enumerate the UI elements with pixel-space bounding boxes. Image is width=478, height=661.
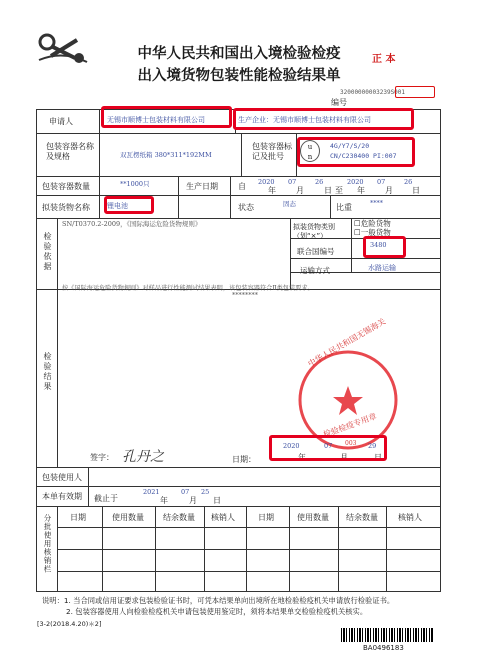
highlight-serial [395, 86, 435, 98]
date-from: 自 [238, 182, 246, 191]
allocation-label: 分批使用核销栏 [43, 514, 52, 574]
highlight-applicant [101, 106, 232, 128]
validity-year-char: 年 [160, 496, 168, 505]
prod-date-label: 生产日期 [186, 182, 218, 191]
result-stars: ******** [232, 291, 258, 299]
marking-line2: CN/C230400 PI:007 [330, 152, 397, 160]
validity-day-char: 日 [213, 496, 221, 505]
un-label: 联合国编号 [297, 247, 335, 256]
container-label: 包装容器名称及规格 [46, 142, 94, 161]
date-label: 日期： [232, 455, 256, 464]
marking-line1: 4G/Y7/S/20 [330, 142, 370, 150]
highlight-manufacturer [233, 108, 414, 130]
date-year-char1: 年 [268, 186, 276, 195]
date-day-char1: 日 [324, 186, 332, 195]
applicant-label: 申请人 [49, 117, 73, 126]
number-label: 编号 [331, 98, 347, 107]
title-line1: 中华人民共和国出入境检验检疫 [137, 46, 341, 62]
applicant-value: 无锡市顺博士包装材料有限公司 [107, 116, 205, 124]
sign-day-char: 日 [374, 453, 382, 462]
result-label: 检验结果 [43, 352, 52, 392]
table-header-verifier-1: 核销人 [211, 513, 235, 522]
note-1: 说明：1. 当合同或信用证要求包装检验证书时，可凭本结果单向出境所在地检验检疫机关申请放行检验证书。 [42, 596, 395, 605]
table-header-used-2: 使用数量 [297, 513, 329, 522]
table-header-date-2: 日期 [258, 513, 274, 522]
manufacturer-value: 生产企业：无锡市顺博士包装材料有限公司 [238, 116, 371, 124]
date-month2: 07 [377, 178, 386, 186]
date-year-char2: 年 [357, 186, 365, 195]
sign-month: 07 [324, 442, 333, 450]
qty-value: **1000只 [120, 180, 150, 188]
transport-value: 水路运输 [368, 264, 396, 272]
date-month1: 07 [288, 178, 297, 186]
table-header-date-1: 日期 [70, 513, 86, 522]
copy-mark: 正 本 [372, 54, 396, 65]
highlight-marking [297, 137, 415, 167]
table-header-used-1: 使用数量 [112, 513, 144, 522]
table-header-verifier-2: 核销人 [398, 513, 422, 522]
basis-text: SN/T0370.2-2009，《国际海运危险货物规则》 [62, 220, 202, 228]
state-label: 状态 [238, 203, 254, 212]
table-header-balance-1: 结余数量 [163, 513, 195, 522]
sign-day: 29 [368, 442, 377, 450]
density-label: 比重 [336, 203, 352, 212]
result-text: 按《国际海运危险货物规则》对样品进行性能测试结果表明，该包装容器符合Ⅱ类包装要求。 [62, 285, 314, 292]
date-to: 至 [335, 186, 343, 195]
ndg-checkbox: ☐一般货物 [354, 228, 391, 237]
highlight-un-number [363, 236, 406, 258]
note-2: 2. 包装容器使用人向检验检疫机关申请包装使用鉴定时，须将本结果单交检验检疫机关核实。 [66, 607, 368, 616]
sign-label: 签字： [90, 453, 114, 462]
dg-class-label: 拟装货物类别（划“×”） [293, 223, 335, 240]
highlight-goods [104, 196, 154, 214]
date-year2: 2020 [347, 178, 364, 186]
date-day2: 26 [404, 178, 413, 186]
barcode-number: BA0496183 [363, 644, 404, 652]
marking-label: 包装容器标记及批号 [252, 142, 292, 161]
stamp-outer: 中华人民共和国无锡海关 [306, 316, 388, 369]
marking-symbol: u n [307, 143, 313, 161]
date-day-char2: 日 [412, 186, 420, 195]
title-line2: 出入境货物包装性能检验结果单 [137, 68, 341, 84]
validity-month-char: 月 [189, 496, 197, 505]
goods-label: 拟装货物名称 [42, 203, 90, 212]
state-value: 固态 [283, 200, 296, 208]
date-month-char2: 月 [385, 186, 393, 195]
sign-year: 2020 [283, 442, 300, 450]
date-month-char1: 月 [296, 186, 304, 195]
sign-year-char: 年 [298, 453, 306, 462]
serial-small: 32000000003239S001 [340, 89, 406, 96]
form-code: [3-2(2018.4.20)＊2] [37, 620, 102, 628]
goods-value: 锂电池 [107, 202, 128, 210]
validity-label: 本单有效期 [42, 492, 82, 501]
table-header-balance-2: 结余数量 [346, 513, 378, 522]
validity-month: 07 [181, 488, 190, 496]
density-value: **** [370, 199, 383, 207]
basis-label: 检验依据 [43, 232, 52, 272]
stamp-number: 003 [345, 440, 357, 447]
date-year1: 2020 [258, 178, 275, 186]
dg-checkbox: ☐危险货物 [354, 219, 391, 228]
validity-day: 25 [201, 488, 210, 496]
un-value: 3480 [370, 241, 387, 249]
barcode-icon [341, 628, 433, 642]
stamp-inner: 检验检疫专用章 [322, 411, 378, 440]
sign-month-char: 月 [340, 453, 348, 462]
container-value: 双瓦楞纸箱 380*311*192MM [120, 151, 212, 159]
validity-prefix: 截止于 [94, 494, 118, 503]
validity-year: 2021 [143, 488, 160, 496]
qty-label: 包装容器数量 [42, 182, 90, 191]
batch-label: 包装使用人 [42, 473, 82, 482]
date-day1: 26 [315, 178, 324, 186]
highlight-sign-date [269, 435, 387, 461]
transport-label: 运输方式 [300, 266, 330, 275]
signature: 孔丹之 [122, 449, 164, 465]
